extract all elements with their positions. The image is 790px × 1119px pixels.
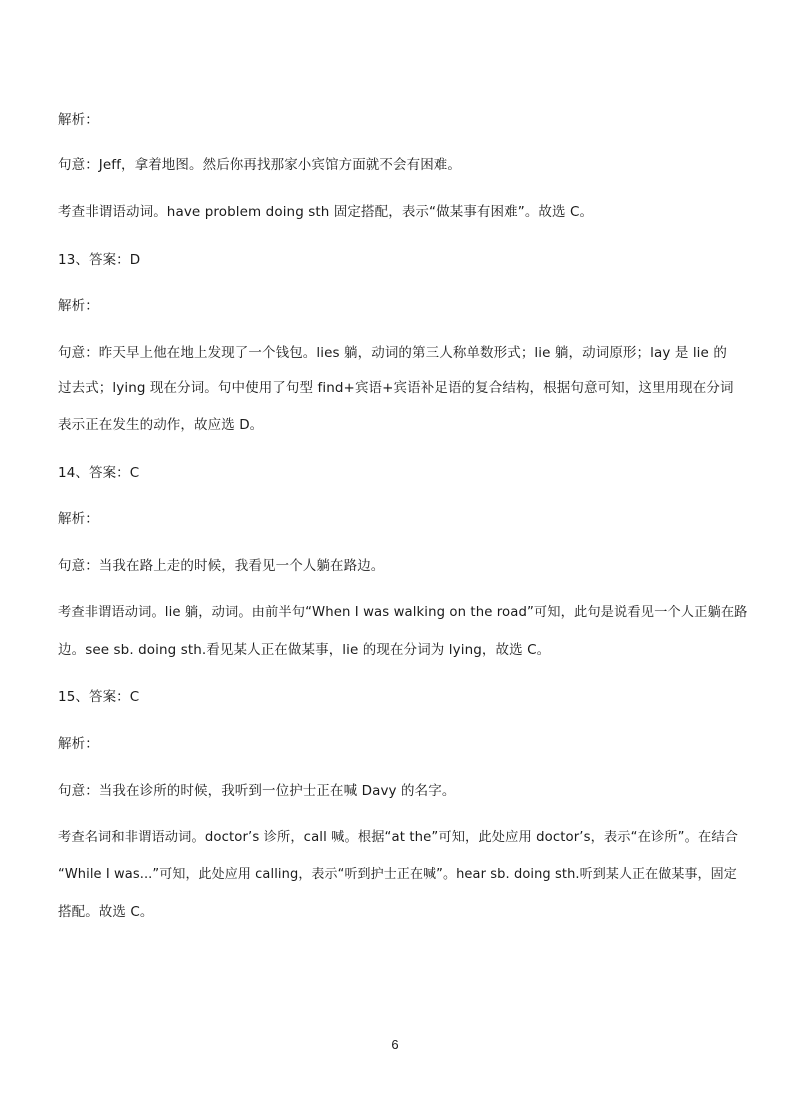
explanation-14-line-2: 边。see sb. doing sth.看见某人正在做某事，lie 的现在分词为 lying，故选 C。 [58,642,551,658]
sentence-meaning-14: 句意：当我在路上走的时候，我看见一个人躺在路边。 [58,558,385,574]
sentence-meaning-13-line-2: 过去式；lying 现在分词。句中使用了句型 find+宾语+宾语补足语的复合结构，根据句意可知，这里用现在分词 [58,380,734,396]
explanation-15-line-1: 考查名词和非谓语动词。doctor’s 诊所，call 喊。根据“at the”可知，此处应用 doctor’s，表示“在诊所”。在结合 [58,830,739,845]
explanation-14-line-1: 考查非谓语动词。lie 躺，动词。由前半句“When I was walking on the road”可知，此句是说看见一个人正躺在路 [58,605,748,620]
answer-14: 14、答案：C [58,465,140,481]
analysis-label-15: 解析： [58,736,99,752]
answer-15: 15、答案：C [58,689,140,705]
explanation-15-line-3: 搭配。故选 C。 [58,904,154,920]
analysis-label-14: 解析： [58,511,99,527]
sentence-meaning-15: 句意：当我在诊所的时候，我听到一位护士正在喊 Davy 的名字。 [58,783,456,799]
analysis-label-12: 解析： [58,112,99,128]
analysis-label-13: 解析： [58,298,99,314]
sentence-meaning-13-line-1: 句意：昨天早上他在地上发现了一个钱包。lies 躺，动词的第三人称单数形式；lie 躺，动词原形；lay 是 lie 的 [58,345,727,361]
explanation-12: 考查非谓语动词。have problem doing sth 固定搭配，表示“做某事有困难”。故选 C。 [58,204,594,220]
sentence-meaning-13-line-3: 表示正在发生的动作，故应选 D。 [58,417,264,433]
answer-13: 13、答案：D [58,252,141,268]
page-number: 6 [391,1037,399,1052]
explanation-15-line-2: “While I was...”可知，此处应用 calling，表示“听到护士正在喊”。hear sb. doing sth.听到某人正在做某事，固定 [58,867,737,882]
sentence-meaning-12: 句意：Jeff，拿着地图。然后你再找那家小宾馆方面就不会有困难。 [58,157,461,173]
